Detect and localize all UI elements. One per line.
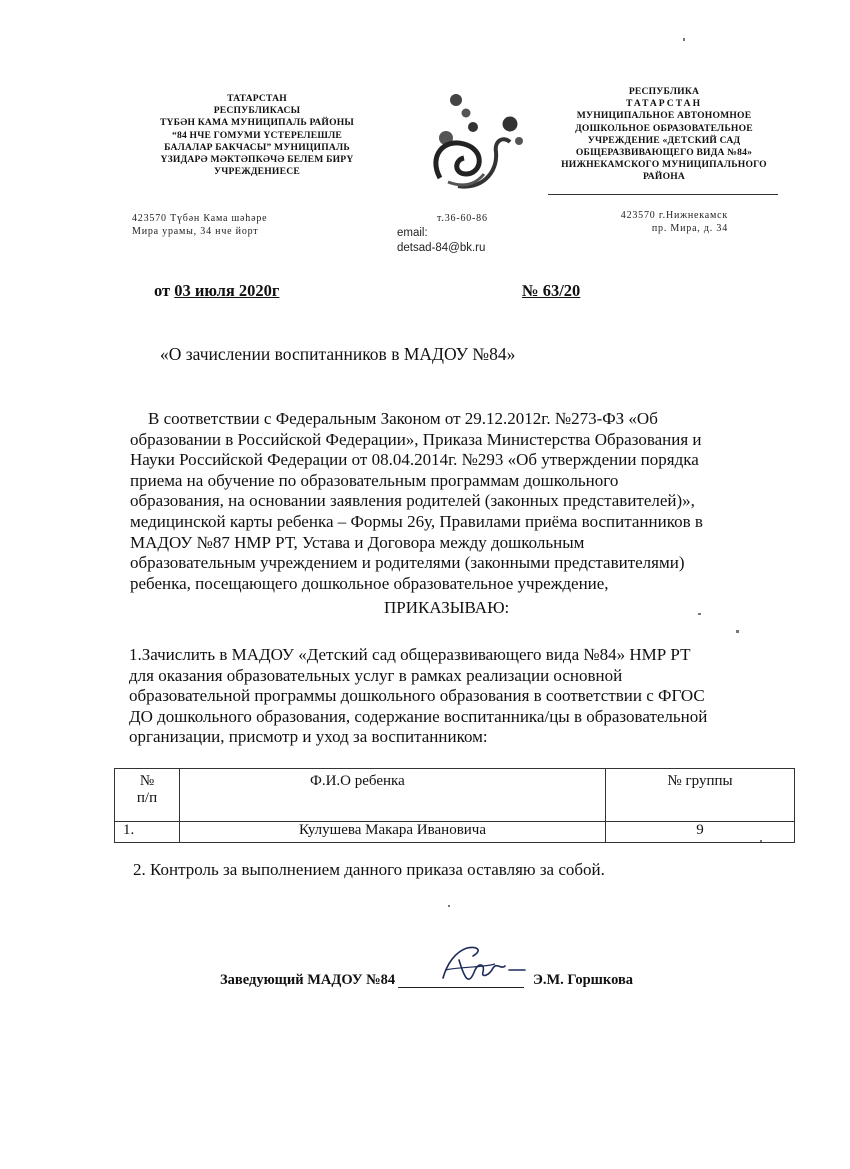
preamble-line: Науки Российской Федерации от 08.04.2014г. №293 «Об утверждении порядка bbox=[130, 450, 699, 470]
item-1-line: 1.Зачислить в МАДОУ «Детский сад общеразвивающего вида №84» НМР РТ bbox=[129, 645, 691, 664]
preamble-line: приема на обучение по образовательным программам дошкольного bbox=[130, 470, 619, 490]
scan-speck bbox=[760, 840, 762, 842]
item-2-text: 2. Контроль за выполнением данного приказа оставляю за собой. bbox=[133, 860, 605, 879]
order-word: ПРИКАЗЫВАЮ: bbox=[384, 598, 510, 617]
kindergarten-logo-icon bbox=[418, 86, 533, 196]
contact-left-line: 423570 Түбән Кама шәһәре bbox=[132, 213, 268, 224]
preamble-line: образовательным учреждением и родителями (законными представителями) bbox=[130, 553, 685, 573]
header-left-line: БАЛАЛАР БАКЧАСЫ” МУНИЦИПАЛЬ bbox=[164, 141, 350, 153]
header-right-line: ТАТАРСТАН bbox=[625, 98, 703, 110]
header-right-line: РАЙОНА bbox=[642, 171, 686, 183]
signature-position: Заведующий МАДОУ №84 bbox=[220, 972, 396, 988]
header-left-line: УЧРЕЖДЕНИЕСЕ bbox=[214, 166, 300, 178]
order-date: 03 июля 2020г bbox=[174, 281, 280, 300]
item-1-line: для оказания образовательных услуг в рамках реализации основной bbox=[129, 665, 623, 685]
table-row bbox=[115, 822, 795, 843]
header-num-line1: № bbox=[139, 773, 155, 789]
preamble-line: медицинской карты ребенка – Формы 26у, Правилами приёма воспитанников в bbox=[130, 511, 703, 531]
contact-left-line: Мира урамы, 34 нче йорт bbox=[132, 225, 259, 237]
table-header-row bbox=[115, 769, 795, 822]
header-right-line: РЕСПУБЛИКА bbox=[628, 86, 700, 97]
header-right-line: ДОШКОЛЬНОЕ ОБРАЗОВАТЕЛЬНОЕ bbox=[575, 122, 753, 134]
header-left-block bbox=[112, 93, 402, 178]
header-group-cell: № группы bbox=[606, 769, 795, 822]
preamble-line: ребенка, посещающего дошкольное образовательное учреждение, bbox=[130, 573, 609, 593]
header-right-line: НИЖНЕКАМСКОГО МУНИЦИПАЛЬНОГО bbox=[561, 159, 767, 171]
contact-right bbox=[598, 210, 728, 235]
preamble-line: МАДОУ №87 НМР РТ, Устава и Договора между дошкольным bbox=[130, 532, 585, 552]
preamble-line: образовании в Российской Федерации», Приказа Министерства Образования и bbox=[130, 429, 702, 449]
order-date-prefix: от bbox=[154, 281, 175, 300]
row-name-cell: Кулушева Макара Ивановича bbox=[180, 822, 606, 843]
item-1-line: образовательной программы дошкольного образования в соответствии с ФГОС bbox=[129, 686, 705, 706]
header-divider bbox=[548, 194, 778, 195]
order-number: № 63/20 bbox=[522, 281, 581, 300]
email-value: detsad-84@bk.ru bbox=[397, 242, 486, 254]
row-group-cell: 9 bbox=[606, 822, 795, 843]
preamble-paragraph bbox=[130, 409, 770, 594]
order-date-line bbox=[154, 281, 279, 301]
preamble-line: В соответствии с Федеральным Законом от 29.12.2012г. №273-ФЗ «Об bbox=[148, 409, 658, 428]
header-num-line2: п/п bbox=[136, 790, 158, 806]
scan-speck bbox=[683, 38, 685, 41]
preamble-line: образования, на основании заявления родителей (законных представителей)», bbox=[130, 491, 695, 511]
signature-name: Э.М. Горшкова bbox=[533, 972, 634, 988]
item-1-paragraph bbox=[129, 645, 779, 748]
email-label: email: bbox=[397, 227, 428, 239]
handwritten-signature-icon bbox=[425, 940, 535, 990]
header-left-line: ТҮБӘН КАМА МУНИЦИПАЛЬ РАЙОНЫ bbox=[159, 117, 355, 129]
header-right-block bbox=[530, 86, 798, 184]
header-right-line: УЧРЕЖДЕНИЕ «ДЕТСКИЙ САД bbox=[587, 134, 741, 146]
item-1-line: ДО дошкольного образования, содержание воспитанника/цы в образовательной bbox=[129, 706, 708, 726]
row-num-cell: 1. bbox=[115, 822, 180, 843]
contact-right-line: пр. Мира, д. 34 bbox=[651, 222, 728, 234]
header-name-cell: Ф.И.О ребенка bbox=[180, 769, 606, 822]
header-right-line: МУНИЦИПАЛЬНОЕ АВТОНОМНОЕ bbox=[576, 110, 752, 122]
header-left-line: “84 НЧЕ ГОМУМИ ҮСТЕРЕЛЕШЛЕ bbox=[171, 129, 343, 141]
header-left-line: ҮЗИДАРӘ МӘКТӘПКӘЧӘ БЕЛЕМ БИРҮ bbox=[160, 154, 354, 166]
header-left-line: ТАТАРСТАН bbox=[227, 93, 287, 104]
contact-phone: т.36-60-86 bbox=[437, 213, 488, 224]
scan-speck bbox=[448, 905, 450, 907]
scan-speck bbox=[736, 630, 739, 633]
scan-speck bbox=[698, 613, 701, 615]
header-num-cell bbox=[115, 769, 180, 822]
contact-left bbox=[132, 213, 267, 238]
header-right-line: ОБЩЕРАЗВИВАЮЩЕГО ВИДА №84» bbox=[575, 147, 753, 159]
contact-right-line: 423570 г.Нижнекамск bbox=[620, 210, 728, 221]
header-left-line: РЕСПУБЛИКАСЫ bbox=[213, 105, 301, 117]
item-1-line: организации, присмотр и уход за воспитанником: bbox=[129, 727, 488, 747]
children-table bbox=[114, 768, 795, 843]
order-title: «О зачислении воспитанников в МАДОУ №84» bbox=[160, 344, 516, 364]
contact-email-block bbox=[397, 226, 485, 256]
